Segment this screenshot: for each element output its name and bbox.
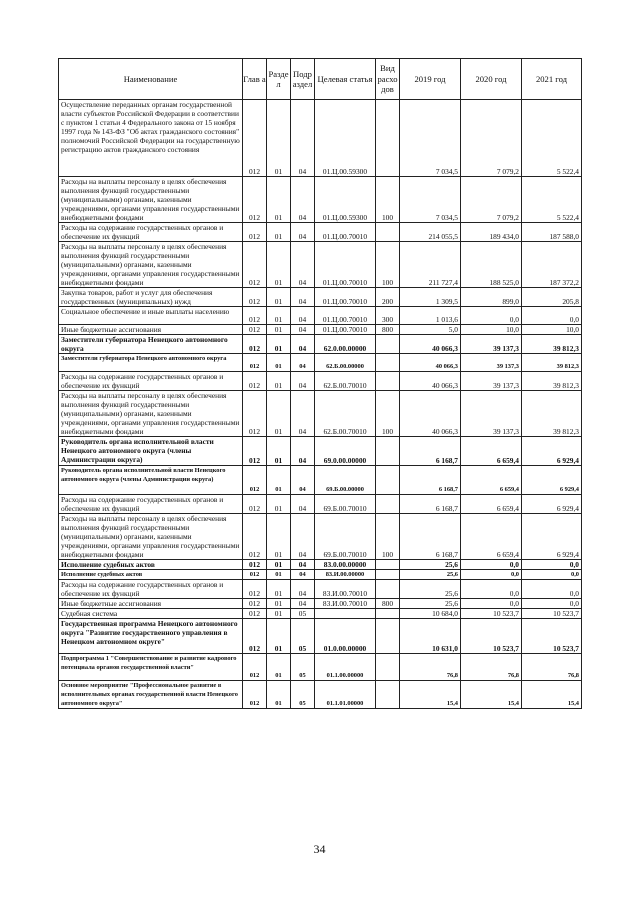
cell-glava: 012 (243, 354, 267, 372)
cell-2019: 40 066,3 (400, 354, 461, 372)
cell-razdel: 01 (267, 288, 291, 307)
cell-glava: 012 (243, 325, 267, 335)
cell-podrazdel: 04 (291, 466, 315, 495)
cell-target: 01.Ц.00.70010 (315, 223, 376, 242)
cell-vid: 100 (376, 177, 400, 223)
cell-vid (376, 335, 400, 354)
cell-glava: 012 (243, 242, 267, 288)
cell-vid: 100 (376, 514, 400, 560)
cell-2021: 6 929,4 (522, 466, 582, 495)
cell-2020: 0,0 (461, 570, 522, 580)
cell-2020: 39 137,3 (461, 335, 522, 354)
cell-glava: 012 (243, 599, 267, 609)
cell-glava: 012 (243, 335, 267, 354)
cell-podrazdel: 04 (291, 242, 315, 288)
cell-vid (376, 354, 400, 372)
cell-name: Социальное обеспечение и иные выплаты населению (59, 307, 243, 325)
cell-podrazdel: 04 (291, 437, 315, 466)
cell-name: Заместители губернатора Ненецкого автономного округа (59, 335, 243, 354)
cell-razdel: 01 (267, 307, 291, 325)
cell-razdel: 01 (267, 372, 291, 391)
cell-podrazdel: 04 (291, 514, 315, 560)
cell-target: 01.Ц.00.59300 (315, 177, 376, 223)
cell-2020: 10 523,7 (461, 619, 522, 654)
cell-podrazdel: 04 (291, 372, 315, 391)
cell-razdel: 01 (267, 100, 291, 177)
cell-razdel: 01 (267, 580, 291, 599)
cell-2021: 5 522,4 (522, 177, 582, 223)
table-row (59, 354, 582, 372)
cell-name: Закупка товаров, работ и услуг для обеспечения государственных (муниципальных) нужд (59, 288, 243, 307)
cell-2019: 214 055,5 (400, 223, 461, 242)
cell-glava: 012 (243, 177, 267, 223)
cell-vid (376, 223, 400, 242)
table-row (59, 599, 582, 609)
cell-glava: 012 (243, 437, 267, 466)
cell-2020: 6 659,4 (461, 466, 522, 495)
cell-name: Расходы на содержание государственных органов и обеспечение их функций (59, 223, 243, 242)
cell-name: Расходы на содержание государственных органов и обеспечение их функций (59, 580, 243, 599)
cell-name: Расходы на содержание государственных органов и обеспечение их функций (59, 495, 243, 514)
table-row (59, 681, 582, 709)
cell-2019: 6 168,7 (400, 437, 461, 466)
cell-podrazdel: 05 (291, 609, 315, 619)
cell-name: Иные бюджетные ассигнования (59, 599, 243, 609)
cell-target: 62.Б.00.70010 (315, 391, 376, 437)
table-header-row (59, 59, 582, 100)
cell-podrazdel: 04 (291, 354, 315, 372)
cell-razdel: 01 (267, 354, 291, 372)
cell-name: Подпрограмма 1 "Совершенствование и развитие кадрового потенциала органов государственной власти" (59, 654, 243, 681)
cell-2021: 15,4 (522, 681, 582, 709)
table-row (59, 242, 582, 288)
cell-glava: 012 (243, 466, 267, 495)
cell-name: Руководитель органа исполнительной власти Ненецкого автономного округа (члены Администрации округа) (59, 466, 243, 495)
page-number: 34 (313, 842, 326, 856)
cell-2020: 6 659,4 (461, 437, 522, 466)
table-row (59, 560, 582, 570)
cell-2021: 0,0 (522, 580, 582, 599)
cell-2020: 7 079,2 (461, 177, 522, 223)
cell-2019: 6 168,7 (400, 466, 461, 495)
cell-target: 62.0.00.00000 (315, 335, 376, 354)
cell-name: Руководитель органа исполнительной власти Ненецкого автономного округа (члены Администрации округа) (59, 437, 243, 466)
cell-name: Заместители губернатора Ненецкого автономного округа (59, 354, 243, 372)
cell-target: 01.1.01.00000 (315, 681, 376, 709)
header-2021: 2021 год (522, 59, 582, 100)
cell-target: 01.Ц.00.70010 (315, 307, 376, 325)
cell-razdel: 01 (267, 599, 291, 609)
cell-vid (376, 654, 400, 681)
cell-2019: 76,8 (400, 654, 461, 681)
header-razdel: Разде л (267, 59, 291, 100)
cell-target: 62.Б.00.70010 (315, 372, 376, 391)
cell-target: 69.Б.00.70010 (315, 514, 376, 560)
cell-target: 01.Ц.00.70010 (315, 242, 376, 288)
table-row (59, 495, 582, 514)
cell-2021: 10 523,7 (522, 619, 582, 654)
table-row (59, 223, 582, 242)
header-2020: 2020 год (461, 59, 522, 100)
cell-podrazdel: 05 (291, 681, 315, 709)
cell-razdel: 01 (267, 437, 291, 466)
cell-glava: 012 (243, 514, 267, 560)
cell-podrazdel: 04 (291, 570, 315, 580)
cell-podrazdel: 05 (291, 619, 315, 654)
cell-vid (376, 580, 400, 599)
cell-vid (376, 570, 400, 580)
cell-glava: 012 (243, 580, 267, 599)
cell-2020: 15,4 (461, 681, 522, 709)
cell-vid (376, 495, 400, 514)
cell-2020: 189 434,0 (461, 223, 522, 242)
cell-name: Расходы на выплаты персоналу в целях обеспечения выполнения функций государственными (муниципальными) органами, казенными учреждениями, органами управления государственными внебюджетными фондами (59, 242, 243, 288)
cell-podrazdel: 04 (291, 325, 315, 335)
cell-name: Расходы на содержание государственных органов и обеспечение их функций (59, 372, 243, 391)
budget-table (58, 58, 582, 709)
cell-2020: 0,0 (461, 599, 522, 609)
cell-2019: 7 034,5 (400, 100, 461, 177)
cell-glava: 012 (243, 307, 267, 325)
cell-podrazdel: 04 (291, 335, 315, 354)
cell-glava: 012 (243, 372, 267, 391)
cell-2020: 0,0 (461, 307, 522, 325)
table-row (59, 177, 582, 223)
cell-2020: 6 659,4 (461, 495, 522, 514)
cell-podrazdel: 04 (291, 307, 315, 325)
table-row (59, 466, 582, 495)
cell-2020: 188 525,0 (461, 242, 522, 288)
table-row (59, 609, 582, 619)
cell-podrazdel: 04 (291, 560, 315, 570)
cell-vid (376, 437, 400, 466)
cell-target: 83.И.00.00000 (315, 570, 376, 580)
cell-2021: 205,8 (522, 288, 582, 307)
cell-glava: 012 (243, 609, 267, 619)
header-vid: Вид расхо дов (376, 59, 400, 100)
cell-2019: 40 066,3 (400, 372, 461, 391)
cell-2021: 6 929,4 (522, 437, 582, 466)
cell-razdel: 01 (267, 335, 291, 354)
cell-2020: 6 659,4 (461, 514, 522, 560)
cell-2021: 39 812,3 (522, 391, 582, 437)
cell-vid (376, 609, 400, 619)
cell-razdel: 01 (267, 466, 291, 495)
cell-razdel: 01 (267, 570, 291, 580)
cell-2020: 7 079,2 (461, 100, 522, 177)
cell-target: 01.0.00.00000 (315, 619, 376, 654)
cell-razdel: 01 (267, 242, 291, 288)
cell-vid (376, 560, 400, 570)
cell-razdel: 01 (267, 654, 291, 681)
cell-podrazdel: 04 (291, 391, 315, 437)
cell-2019: 25,6 (400, 580, 461, 599)
cell-podrazdel: 04 (291, 100, 315, 177)
cell-razdel: 01 (267, 681, 291, 709)
cell-2019: 25,6 (400, 599, 461, 609)
cell-target: 83.И.00.70010 (315, 580, 376, 599)
cell-glava: 012 (243, 681, 267, 709)
cell-2019: 40 066,3 (400, 335, 461, 354)
cell-2020: 10 523,7 (461, 609, 522, 619)
table-row (59, 619, 582, 654)
cell-vid: 200 (376, 288, 400, 307)
cell-glava: 012 (243, 495, 267, 514)
table-row (59, 580, 582, 599)
table-row (59, 514, 582, 560)
cell-2020: 39 137,3 (461, 372, 522, 391)
cell-vid (376, 466, 400, 495)
cell-target: 69.0.00.00000 (315, 437, 376, 466)
table-row (59, 437, 582, 466)
cell-2019: 25,6 (400, 560, 461, 570)
cell-2021: 76,8 (522, 654, 582, 681)
cell-target: 01.Ц.00.70010 (315, 288, 376, 307)
cell-2019: 1 013,6 (400, 307, 461, 325)
cell-razdel: 01 (267, 514, 291, 560)
cell-vid: 100 (376, 242, 400, 288)
cell-2021: 39 812,3 (522, 354, 582, 372)
cell-2020: 0,0 (461, 560, 522, 570)
cell-vid (376, 100, 400, 177)
cell-glava: 012 (243, 288, 267, 307)
cell-name: Исполнение судебных актов (59, 560, 243, 570)
cell-2019: 5,0 (400, 325, 461, 335)
cell-2021: 0,0 (522, 599, 582, 609)
cell-target: 69.Б.00.70010 (315, 495, 376, 514)
cell-target (315, 609, 376, 619)
cell-vid (376, 681, 400, 709)
cell-target: 83.И.00.70010 (315, 599, 376, 609)
cell-glava: 012 (243, 391, 267, 437)
cell-2019: 40 066,3 (400, 391, 461, 437)
cell-podrazdel: 04 (291, 177, 315, 223)
cell-vid: 100 (376, 391, 400, 437)
cell-target: 69.Б.00.00000 (315, 466, 376, 495)
cell-2019: 211 727,4 (400, 242, 461, 288)
header-podrazdel: Подр аздел (291, 59, 315, 100)
cell-name: Государственная программа Ненецкого автономного округа "Развитие государственного управления в Ненецком автономном округе" (59, 619, 243, 654)
cell-name: Осуществление переданных органам государственной власти субъектов Российской Федерации в соответствии с пунктом 1 статьи 4 Федерального закона от 15 ноября 1997 года № 143-ФЗ "Об актах гражданского состояния" полномочий Российской Федерации на государственную регистрацию актов гражданского состояния (59, 100, 243, 177)
cell-2020: 39 137,3 (461, 354, 522, 372)
header-glava: Глав а (243, 59, 267, 100)
cell-podrazdel: 04 (291, 599, 315, 609)
cell-2020: 0,0 (461, 580, 522, 599)
cell-2019: 10 684,0 (400, 609, 461, 619)
table-row (59, 307, 582, 325)
cell-glava: 012 (243, 570, 267, 580)
cell-2021: 10 523,7 (522, 609, 582, 619)
cell-podrazdel: 04 (291, 495, 315, 514)
cell-2020: 39 137,3 (461, 391, 522, 437)
cell-razdel: 01 (267, 495, 291, 514)
cell-2021: 0,0 (522, 560, 582, 570)
budget-page (58, 58, 581, 709)
table-row (59, 325, 582, 335)
table-row (59, 335, 582, 354)
cell-vid: 800 (376, 325, 400, 335)
cell-glava: 012 (243, 223, 267, 242)
cell-2020: 76,8 (461, 654, 522, 681)
cell-glava: 012 (243, 619, 267, 654)
table-row (59, 570, 582, 580)
cell-podrazdel: 04 (291, 288, 315, 307)
cell-2021: 6 929,4 (522, 514, 582, 560)
cell-razdel: 01 (267, 560, 291, 570)
cell-podrazdel: 04 (291, 223, 315, 242)
cell-2021: 39 812,3 (522, 372, 582, 391)
cell-razdel: 01 (267, 609, 291, 619)
table-row (59, 372, 582, 391)
cell-2020: 10,0 (461, 325, 522, 335)
cell-name: Исполнение судебных актов (59, 570, 243, 580)
cell-target: 01.Ц.00.59300 (315, 100, 376, 177)
cell-2019: 6 168,7 (400, 495, 461, 514)
cell-target: 01.1.00.00000 (315, 654, 376, 681)
cell-2021: 187 372,2 (522, 242, 582, 288)
cell-razdel: 01 (267, 325, 291, 335)
cell-razdel: 01 (267, 619, 291, 654)
cell-2021: 10,0 (522, 325, 582, 335)
cell-name: Расходы на выплаты персоналу в целях обеспечения выполнения функций государственными (муниципальными) органами, казенными учреждениями, органами управления государственными внебюджетными фондами (59, 177, 243, 223)
cell-razdel: 01 (267, 391, 291, 437)
header-name: Наименование (59, 59, 243, 100)
cell-name: Основное мероприятие "Профессиональное развитие в исполнительных органах государственной власти Ненецкого автономного округа" (59, 681, 243, 709)
cell-target: 62.Б.00.00000 (315, 354, 376, 372)
cell-glava: 012 (243, 654, 267, 681)
cell-podrazdel: 05 (291, 654, 315, 681)
cell-2021: 187 588,0 (522, 223, 582, 242)
table-row (59, 391, 582, 437)
cell-2019: 7 034,5 (400, 177, 461, 223)
cell-glava: 012 (243, 100, 267, 177)
cell-target: 01.Ц.00.70010 (315, 325, 376, 335)
cell-name: Иные бюджетные ассигнования (59, 325, 243, 335)
cell-2020: 899,0 (461, 288, 522, 307)
cell-2021: 6 929,4 (522, 495, 582, 514)
cell-2021: 39 812,3 (522, 335, 582, 354)
cell-2021: 0,0 (522, 307, 582, 325)
cell-name: Расходы на выплаты персоналу в целях обеспечения выполнения функций государственными (муниципальными) органами, казенными учреждениями, органами управления государственными внебюджетными фондами (59, 514, 243, 560)
cell-2021: 0,0 (522, 570, 582, 580)
cell-name: Расходы на выплаты персоналу в целях обеспечения выполнения функций государственными (муниципальными) органами, казенными учреждениями, органами управления государственными внебюджетными фондами (59, 391, 243, 437)
cell-vid: 800 (376, 599, 400, 609)
cell-podrazdel: 04 (291, 580, 315, 599)
table-row (59, 288, 582, 307)
cell-2021: 5 522,4 (522, 100, 582, 177)
header-2019: 2019 год (400, 59, 461, 100)
cell-vid: 300 (376, 307, 400, 325)
cell-name: Судебная система (59, 609, 243, 619)
cell-2019: 15,4 (400, 681, 461, 709)
cell-2019: 1 309,5 (400, 288, 461, 307)
cell-target: 83.0.00.00000 (315, 560, 376, 570)
cell-vid (376, 619, 400, 654)
header-target: Целевая статья (315, 59, 376, 100)
cell-razdel: 01 (267, 177, 291, 223)
cell-2019: 10 631,0 (400, 619, 461, 654)
cell-razdel: 01 (267, 223, 291, 242)
table-row (59, 100, 582, 177)
cell-2019: 25,6 (400, 570, 461, 580)
cell-vid (376, 372, 400, 391)
table-row (59, 654, 582, 681)
cell-glava: 012 (243, 560, 267, 570)
cell-2019: 6 168,7 (400, 514, 461, 560)
